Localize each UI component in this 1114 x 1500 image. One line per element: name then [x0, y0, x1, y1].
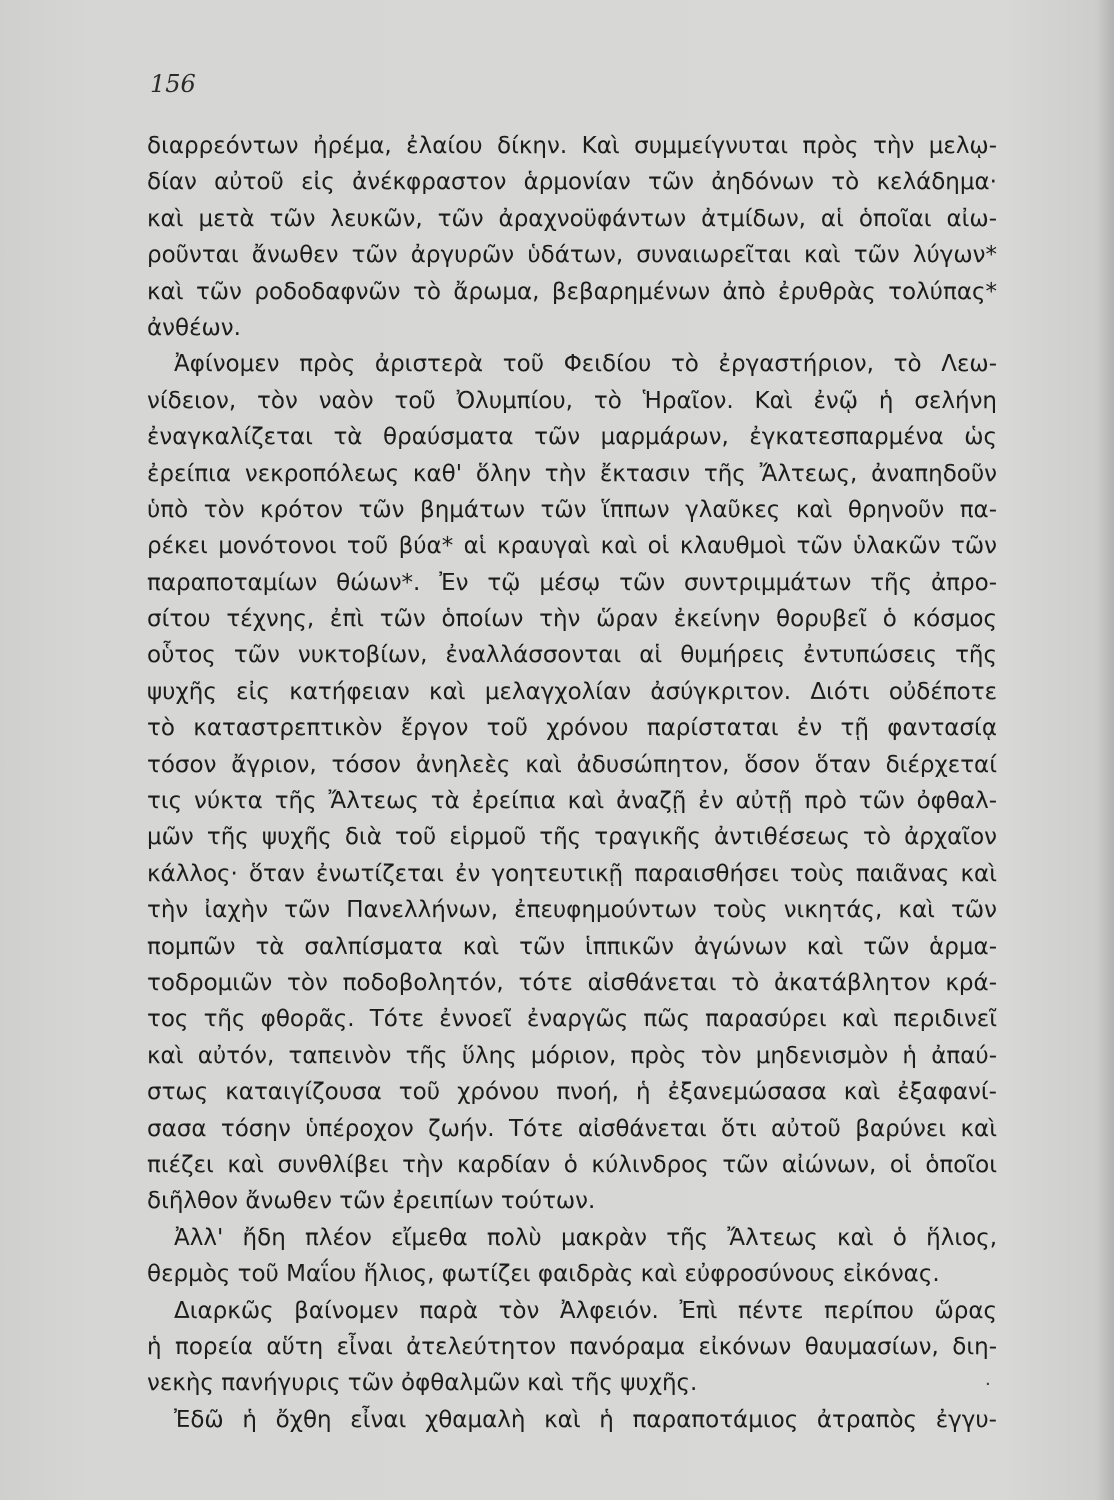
- text-line: τὴν ἰαχὴν τῶν Πανελλήνων, ἐπευφημούντων τοὺς νικητάς, καὶ τῶν: [147, 897, 997, 924]
- text-line: Ἀφίνομεν πρὸς ἀριστερὰ τοῦ Φειδίου τὸ ἐργαστήριον, τὸ Λεω-: [174, 351, 997, 378]
- text-line: παραποταμίων θώων*. Ἐν τῷ μέσῳ τῶν συντριμμάτων τῆς ἀπρο-: [147, 569, 997, 596]
- text-line: τοδρομιῶν τὸν ποδοβολητόν, τότε αἰσθάνεται τὸ ἀκατάβλητον κρά-: [147, 969, 997, 996]
- text-line: Διαρκῶς βαίνομεν παρὰ τὸν Ἀλφειόν. Ἐπὶ πέντε περίπου ὥρας: [174, 1297, 997, 1324]
- text-line: καὶ τῶν ροδοδαφνῶν τὸ ἄρωμα, βεβαρημένων ἀπὸ ἐρυθρὰς τολύπας*: [147, 278, 997, 305]
- text-line: ρέκει μονότονοι τοῦ βύα* αἱ κραυγαὶ καὶ οἱ κλαυθμοὶ τῶν ὑλακῶν τῶν: [147, 533, 997, 560]
- text-line: ἐρείπια νεκροπόλεως καθ' ὅλην τὴν ἔκτασιν τῆς Ἄλτεως, ἀναπηδοῦν: [147, 460, 997, 487]
- text-line: μῶν τῆς ψυχῆς διὰ τοῦ εἱρμοῦ τῆς τραγικῆς ἀντιθέσεως τὸ ἀρχαῖον: [147, 824, 997, 851]
- text-line: σίτου τέχνης, ἐπὶ τῶν ὁποίων τὴν ὥραν ἐκείνην θορυβεῖ ὁ κόσμος: [147, 606, 997, 633]
- text-line: διαρρεόντων ἠρέμα, ἐλαίου δίκην. Καὶ συμμείγνυται πρὸς τὴν μελῳ-: [147, 133, 997, 159]
- text-line: τις νύκτα τῆς Ἄλτεως τὰ ἐρείπια καὶ ἀναζῇ ἐν αὐτῇ πρὸ τῶν ὀφθαλ-: [147, 788, 997, 815]
- text-line: τος τῆς φθορᾶς. Τότε ἐννοεῖ ἐναργῶς πῶς παρασύρει καὶ περιδινεῖ: [147, 1006, 997, 1033]
- text-line: κάλλος· ὅταν ἐνωτίζεται ἐν γοητευτικῇ παραισθήσει τοὺς παιᾶνας καὶ: [147, 860, 997, 887]
- page-gutter-shadow: [1096, 0, 1114, 1500]
- text-line: σασα τόσην ὑπέροχον ζωήν. Τότε αἰσθάνεται ὅτι αὐτοῦ βαρύνει καὶ: [147, 1115, 997, 1142]
- scan-mark: ·: [985, 1374, 991, 1395]
- body-text: [147, 128, 997, 1438]
- text-line: ψυχῆς εἰς κατήφειαν καὶ μελαγχολίαν ἀσύγκριτον. Διότι οὐδέποτε: [147, 678, 997, 705]
- text-line: Ἀλλ' ἤδη πλέον εἴμεθα πολὺ μακρὰν τῆς Ἄλτεως καὶ ὁ ἥλιος,: [174, 1224, 997, 1251]
- text-line: ἡ πορεία αὕτη εἶναι ἀτελεύτητον πανόραμα εἰκόνων θαυμασίων, διη-: [147, 1333, 997, 1360]
- text-line: θερμὸς τοῦ Μαΐου ἥλιος, φωτίζει φαιδρὰς καὶ εὐφροσύνους εἰκόνας.: [147, 1261, 940, 1288]
- text-line: ὑπὸ τὸν κρότον τῶν βημάτων τῶν ἵππων γλαῦκες καὶ θρηνοῦν πα-: [147, 496, 997, 523]
- text-line: πομπῶν τὰ σαλπίσματα καὶ τῶν ἱππικῶν ἀγώνων καὶ τῶν ἁρμα-: [147, 933, 997, 960]
- text-line: οὗτος τῶν νυκτοβίων, ἐναλλάσσονται αἱ θυμήρεις ἐντυπώσεις τῆς: [147, 642, 997, 669]
- text-line: στως καταιγίζουσα τοῦ χρόνου πνοή, ἡ ἐξανεμώσασα καὶ ἐξαφανί-: [147, 1079, 997, 1106]
- text-line: Ἐδῶ ἡ ὄχθη εἶναι χθαμαλὴ καὶ ἡ παραποτάμιος ἀτραπὸς ἐγγυ-: [174, 1406, 997, 1433]
- text-line: διῆλθον ἄνωθεν τῶν ἐρειπίων τούτων.: [147, 1188, 596, 1215]
- text-line: δίαν αὐτοῦ εἰς ἀνέκφραστον ἁρμονίαν τῶν ἀηδόνων τὸ κελάδημα·: [147, 169, 997, 196]
- text-line: νίδειον, τὸν ναὸν τοῦ Ὀλυμπίου, τὸ Ἡραῖον. Καὶ ἐνῷ ἡ σελήνη: [147, 387, 997, 414]
- text-line: ροῦνται ἄνωθεν τῶν ἀργυρῶν ὑδάτων, συναιωρεῖται καὶ τῶν λύγων*: [147, 242, 997, 269]
- text-line: ἀνθέων.: [147, 314, 241, 341]
- text-line: τὸ καταστρεπτικὸν ἔργον τοῦ χρόνου παρίσταται ἐν τῇ φαντασίᾳ: [147, 715, 997, 742]
- text-line: νεκὴς πανήγυρις τῶν ὀφθαλμῶν καὶ τῆς ψυχῆς.: [147, 1370, 698, 1397]
- text-line: τόσον ἄγριον, τόσον ἀνηλεὲς καὶ ἀδυσώπητον, ὅσον ὅταν διέρχεταί: [147, 751, 997, 778]
- text-line: καὶ αὐτόν, ταπεινὸν τῆς ὕλης μόριον, πρὸς τὸν μηδενισμὸν ἡ ἀπαύ-: [147, 1042, 997, 1069]
- text-line: ἐναγκαλίζεται τὰ θραύσματα τῶν μαρμάρων, ἐγκατεσπαρμένα ὡς: [147, 424, 997, 451]
- page-number: 156: [150, 70, 196, 98]
- text-line: καὶ μετὰ τῶν λευκῶν, τῶν ἀραχνοϋφάντων ἀτμίδων, αἱ ὁποῖαι αἰω-: [147, 205, 997, 232]
- text-line: πιέζει καὶ συνθλίβει τὴν καρδίαν ὁ κύλινδρος τῶν αἰώνων, οἱ ὁποῖοι: [147, 1151, 997, 1178]
